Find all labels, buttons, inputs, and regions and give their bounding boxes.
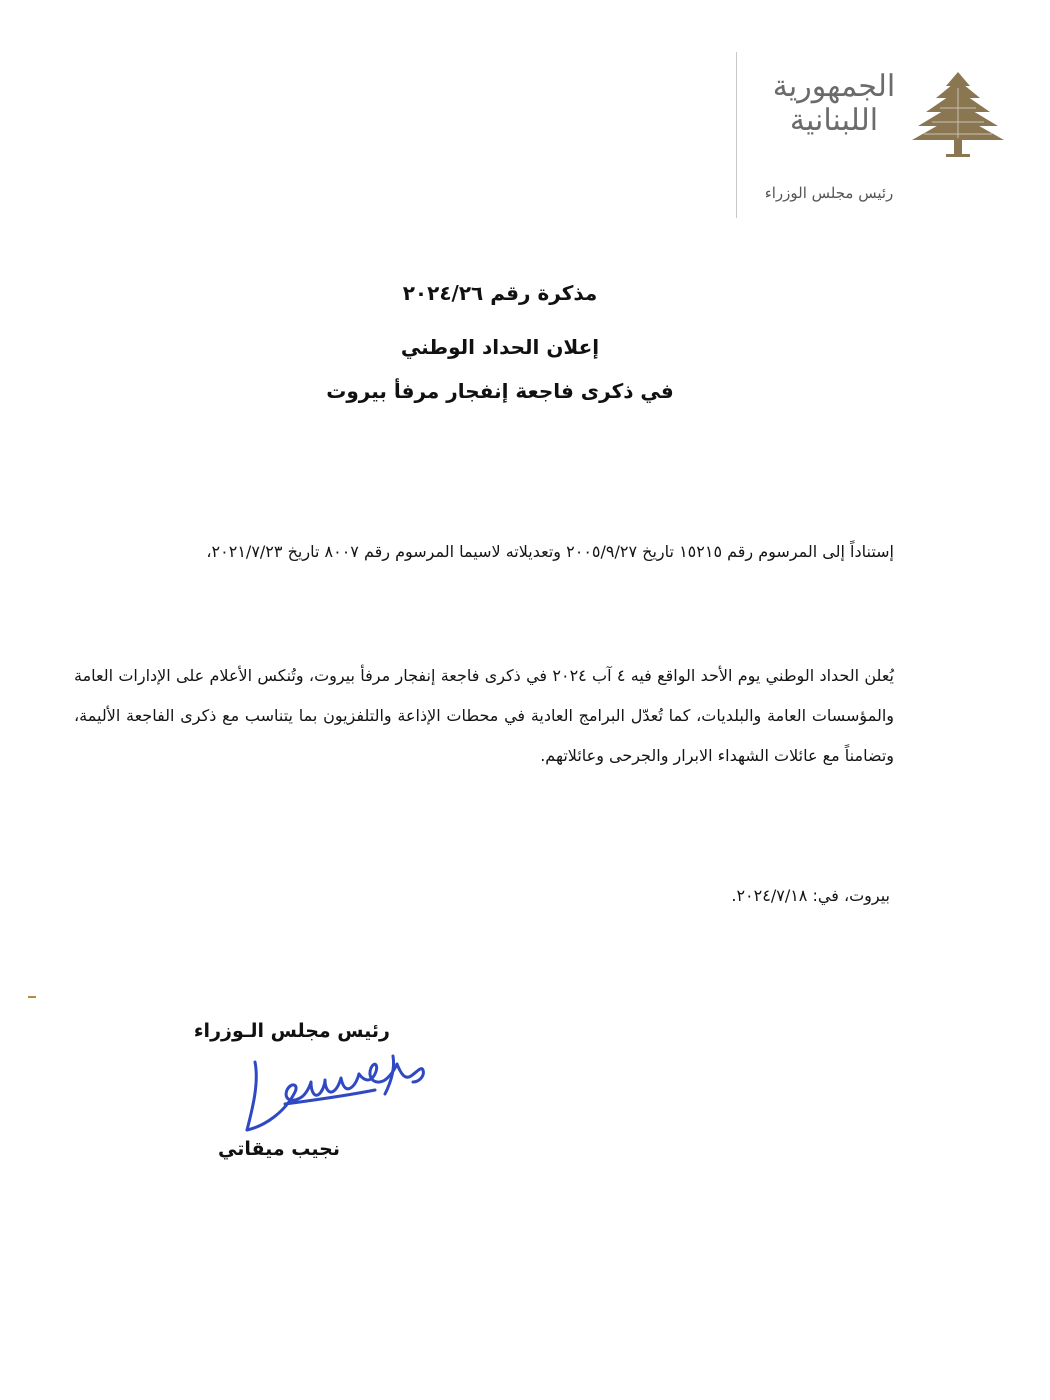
cedar-emblem-icon	[910, 68, 1006, 160]
memo-number: مذكرة رقم ٢٠٢٤/٢٦	[402, 281, 598, 305]
signatory-title: رئيس مجلس الـوزراء	[193, 1020, 390, 1042]
signature-block	[130, 1010, 450, 1190]
place-date: بيروت، في: ٢٠٢٤/٧/١٨.	[731, 886, 890, 905]
paragraph-announcement: يُعلن الحداد الوطني يوم الأحد الواقع فيه ٤ آب ٢٠٢٤ في ذكرى فاجعة إنفجار مرفأ بيروت، وتُنكس الأعلام على الإدارات العامة والمؤسسات العامة والبلديات، كما تُعدّل البرامج العادية في محطات الإذاعة والتلفزيون بما يتناسب مع ذكرى الفاجعة الأليمة، وتضامناً مع عائلات الشهداء الابرار والجرحى وعائلاتهم.	[74, 666, 894, 765]
handwritten-signature-icon	[225, 1052, 435, 1142]
letterhead	[736, 52, 1016, 220]
republic-name: الجمهورية اللبنانية	[772, 69, 896, 138]
stray-mark	[28, 996, 36, 998]
letterhead-divider	[736, 52, 737, 218]
signatory-name: نجيب ميقاتي	[218, 1138, 340, 1160]
memo-title: إعلان الحداد الوطني	[400, 335, 600, 359]
memo-titles	[250, 270, 750, 406]
memo-subtitle: في ذكرى فاجعة إنفجار مرفأ بيروت	[326, 379, 674, 403]
paragraph-legal-basis: إستناداً إلى المرسوم رقم ١٥٢١٥ تاريخ ٢٠٠٥/٩/٢٧ وتعديلاته لاسيما المرسوم رقم ٨٠٠٧ تاريخ ٢٠٢١/٧/٢٣،	[206, 542, 894, 561]
office-name: رئيس مجلس الوزراء	[764, 184, 894, 202]
